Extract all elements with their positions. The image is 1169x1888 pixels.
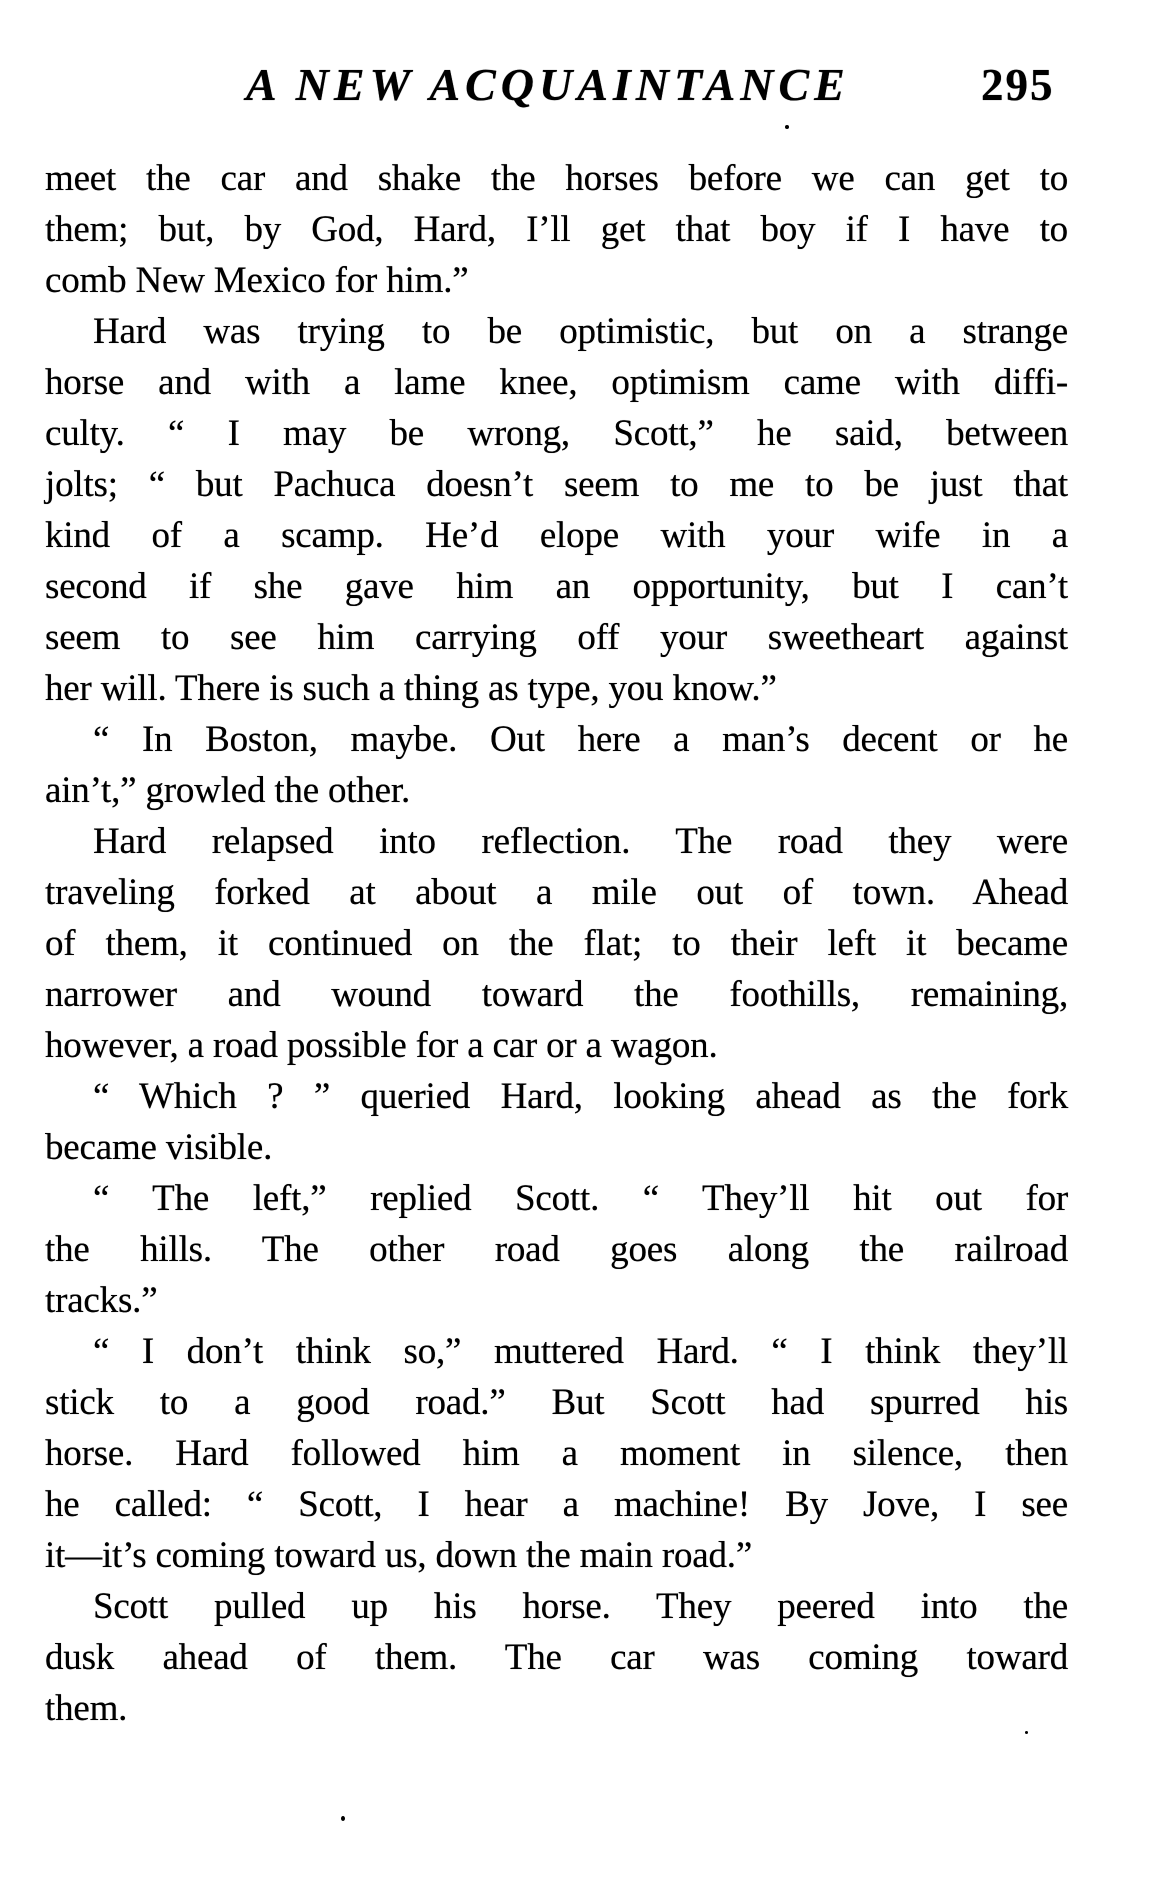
- text-line: jolts; “ but Pachuca doesn’t seem to me to be just that: [45, 464, 1068, 505]
- text-line: Scott pulled up his horse. They peered into the: [93, 1586, 1068, 1627]
- text-line: narrower and wound toward the foothills, remaining,: [45, 974, 1068, 1015]
- text-line: he called: “ Scott, I hear a machine! By Jove, I see: [45, 1484, 1068, 1525]
- text-line: the hills. The other road goes along the railroad: [45, 1229, 1068, 1270]
- chapter-title: A NEW ACQUAINTANCE: [246, 59, 850, 110]
- text-line: culty. “ I may be wrong, Scott,” he said, between: [45, 413, 1068, 454]
- text-line: tracks.”: [45, 1280, 158, 1321]
- text-line: “ I don’t think so,” muttered Hard. “ I think they’ll: [93, 1331, 1068, 1372]
- text-line: of them, it continued on the flat; to their left it became: [45, 923, 1068, 964]
- scan-speck: [341, 1816, 345, 1821]
- text-line: her will. There is such a thing as type, you know.”: [45, 668, 777, 709]
- text-line: them.: [45, 1688, 128, 1729]
- text-line: kind of a scamp. He’d elope with your wife in a: [45, 515, 1068, 556]
- text-line: Hard was trying to be optimistic, but on a strange: [93, 311, 1068, 352]
- text-line: horse. Hard followed him a moment in silence, then: [45, 1433, 1068, 1474]
- text-line: became visible.: [45, 1127, 273, 1168]
- text-line: “ Which ? ” queried Hard, looking ahead as the fork: [93, 1076, 1068, 1117]
- scan-speck: [1025, 1731, 1028, 1734]
- text-line: meet the car and shake the horses before we can get to: [45, 158, 1068, 199]
- text-line: Hard relapsed into reflection. The road they were: [93, 821, 1068, 862]
- text-line: horse and with a lame knee, optimism came with diffi-: [45, 362, 1068, 403]
- text-line: traveling forked at about a mile out of town. Ahead: [45, 872, 1068, 913]
- text-line: “ The left,” replied Scott. “ They’ll hit out for: [93, 1178, 1068, 1219]
- text-line: however, a road possible for a car or a wagon.: [45, 1025, 718, 1066]
- text-line: ain’t,” growled the other.: [45, 770, 411, 811]
- body-text: [45, 153, 1068, 1734]
- scan-speck: [785, 125, 789, 129]
- text-line: second if she gave him an opportunity, but I can’t: [45, 566, 1068, 607]
- text-line: dusk ahead of them. The car was coming toward: [45, 1637, 1068, 1678]
- text-line: “ In Boston, maybe. Out here a man’s decent or he: [93, 719, 1068, 760]
- text-line: it—it’s coming toward us, down the main road.”: [45, 1535, 753, 1576]
- text-line: stick to a good road.” But Scott had spurred his: [45, 1382, 1068, 1423]
- text-line: comb New Mexico for him.”: [45, 260, 469, 301]
- text-line: them; but, by God, Hard, I’ll get that boy if I have to: [45, 209, 1068, 250]
- text-line: seem to see him carrying off your sweetheart against: [45, 617, 1068, 658]
- page-number: 295: [981, 60, 1055, 110]
